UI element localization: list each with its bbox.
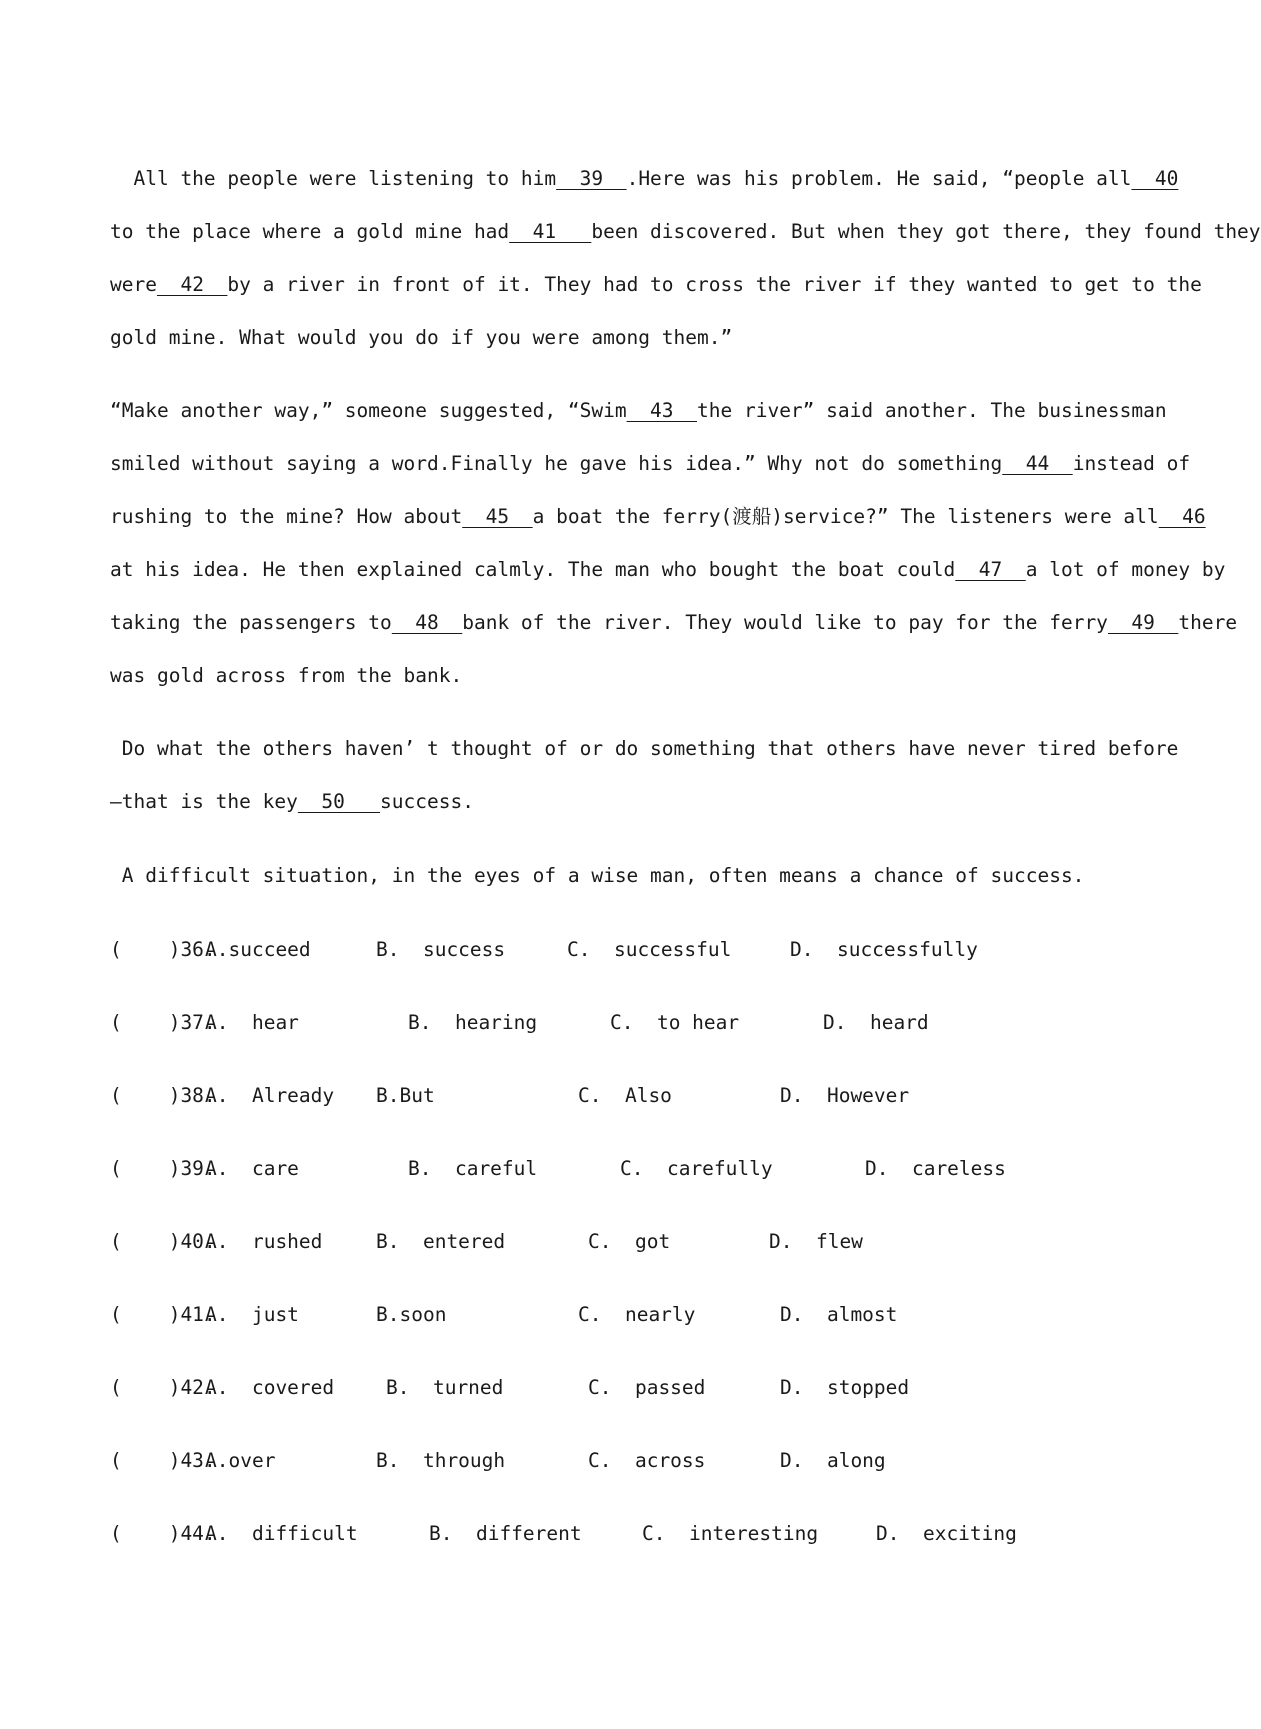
option-c: C. got <box>588 1230 671 1253</box>
option-a: A. care <box>205 1157 299 1180</box>
passage-text: a lot of money by <box>1025 558 1226 581</box>
question-number: ( )40. <box>110 1230 216 1253</box>
passage-text: All the people were listening to him <box>110 167 557 190</box>
option-b: B.soon <box>376 1303 447 1326</box>
option-b: B. hearing <box>408 1011 538 1034</box>
answer-blank: 47 <box>955 558 1026 581</box>
passage-line <box>110 152 1179 205</box>
passage-text: .Here was his problem. He said, “people all <box>626 167 1132 190</box>
passage-paragraph-2 <box>110 384 1238 702</box>
option-a: A. hear <box>205 1011 299 1034</box>
passage-line <box>110 437 1191 490</box>
passage-text: were <box>110 273 157 296</box>
passage-text: there <box>1178 611 1238 634</box>
question-row-44 <box>110 1519 1100 1549</box>
answer-blank: 46 <box>1158 505 1206 528</box>
passage-paragraph-4 <box>110 849 1096 902</box>
question-number: ( )39. <box>110 1157 216 1180</box>
answer-blank: 39 <box>556 167 627 190</box>
option-a: A. rushed <box>205 1230 323 1253</box>
passage-text: “Make another way,” someone suggested, “Swim <box>110 399 627 422</box>
passage-line <box>110 384 1167 437</box>
passage-text: the river” said another. The businessman <box>697 399 1167 422</box>
option-c: C. to hear <box>610 1011 740 1034</box>
option-a: A. Already <box>205 1084 335 1107</box>
option-a: A.over <box>205 1449 276 1472</box>
question-number: ( )42. <box>110 1376 216 1399</box>
option-d: D. along <box>780 1449 886 1472</box>
option-a: A.succeed <box>205 938 311 961</box>
option-b: B. different <box>429 1522 582 1545</box>
option-a: A. covered <box>205 1376 335 1399</box>
option-d: D. careless <box>865 1157 1006 1180</box>
passage-text: —that is the key <box>110 790 298 813</box>
option-b: B. careful <box>408 1157 538 1180</box>
question-row-41 <box>110 1300 1100 1330</box>
passage-text: taking the passengers to <box>110 611 392 634</box>
option-d: D. exciting <box>876 1522 1017 1545</box>
option-b: B. through <box>376 1449 506 1472</box>
passage-text: success. <box>380 790 474 813</box>
passage-line <box>110 543 1226 596</box>
question-row-38 <box>110 1081 1100 1111</box>
answer-blank: 48 <box>391 611 463 634</box>
question-number: ( )43. <box>110 1449 216 1472</box>
passage-line <box>110 258 1202 311</box>
passage-text: Do what the others haven’ t thought of or do something that others have never tired before <box>110 737 1179 760</box>
option-d: D. almost <box>780 1303 898 1326</box>
option-d: D. However <box>780 1084 910 1107</box>
option-c: C. interesting <box>642 1522 819 1545</box>
passage-text: to the place where a gold mine had <box>110 220 510 243</box>
question-row-42 <box>110 1373 1100 1403</box>
option-b: B. entered <box>376 1230 506 1253</box>
answer-blank: 49 <box>1107 611 1179 634</box>
option-d: D. flew <box>769 1230 863 1253</box>
passage-line <box>110 849 1096 902</box>
option-a: A. just <box>205 1303 299 1326</box>
passage-text: A difficult situation, in the eyes of a wise man, often means a chance of success. <box>110 864 1085 887</box>
option-b: B.But <box>376 1084 435 1107</box>
answer-blank: 44 <box>1002 452 1073 475</box>
option-a: A. difficult <box>205 1522 358 1545</box>
passage-text: rushing to the mine? How about <box>110 505 463 528</box>
answer-blank: 42 <box>156 273 228 296</box>
question-number: ( )44. <box>110 1522 216 1545</box>
passage-line <box>110 490 1206 543</box>
question-number: ( )36. <box>110 938 216 961</box>
answer-blank: 41 <box>509 220 592 243</box>
passage-text: bank of the river. They would like to pay for the ferry <box>462 611 1108 634</box>
passage-line <box>110 596 1238 649</box>
option-c: C. carefully <box>620 1157 773 1180</box>
answer-blank: 45 <box>462 505 533 528</box>
passage-paragraph-3 <box>110 722 1179 828</box>
option-c: C. successful <box>567 938 732 961</box>
passage-text: at his idea. He then explained calmly. The man who bought the boat could <box>110 558 956 581</box>
option-d: D. heard <box>823 1011 929 1034</box>
question-row-36 <box>110 935 1100 965</box>
passage-text: smiled without saying a word.Finally he gave his idea.” Why not do something <box>110 452 1003 475</box>
question-row-39 <box>110 1154 1100 1184</box>
passage-line <box>110 649 1096 702</box>
option-c: C. across <box>588 1449 706 1472</box>
question-number: ( )38. <box>110 1084 216 1107</box>
passage-text: a boat the ferry(渡船)service?” The listeners were all <box>532 505 1159 528</box>
question-row-40 <box>110 1227 1100 1257</box>
answer-blank: 50 <box>297 790 381 813</box>
passage-text: instead of <box>1072 452 1191 475</box>
option-d: D. successfully <box>790 938 978 961</box>
passage-text: was gold across from the bank. <box>110 664 463 687</box>
question-row-37 <box>110 1008 1100 1038</box>
passage-line <box>110 311 1096 364</box>
question-row-43 <box>110 1446 1100 1476</box>
passage-line <box>110 722 1179 775</box>
passage-text: been discovered. But when they got there, they found they <box>591 220 1261 243</box>
option-c: C. Also <box>578 1084 672 1107</box>
passage-line <box>110 775 1096 828</box>
option-b: B. turned <box>386 1376 504 1399</box>
option-d: D. stopped <box>780 1376 910 1399</box>
answer-blank: 43 <box>626 399 698 422</box>
option-c: C. nearly <box>578 1303 696 1326</box>
option-c: C. passed <box>588 1376 706 1399</box>
passage-line <box>110 205 1261 258</box>
passage-paragraph-1 <box>110 152 1261 364</box>
option-b: B. success <box>376 938 506 961</box>
passage-text: gold mine. What would you do if you were among them.” <box>110 326 733 349</box>
question-number: ( )37. <box>110 1011 216 1034</box>
question-number: ( )41. <box>110 1303 216 1326</box>
answer-blank: 40 <box>1131 167 1179 190</box>
passage-text: by a river in front of it. They had to cross the river if they wanted to get to the <box>227 273 1202 296</box>
